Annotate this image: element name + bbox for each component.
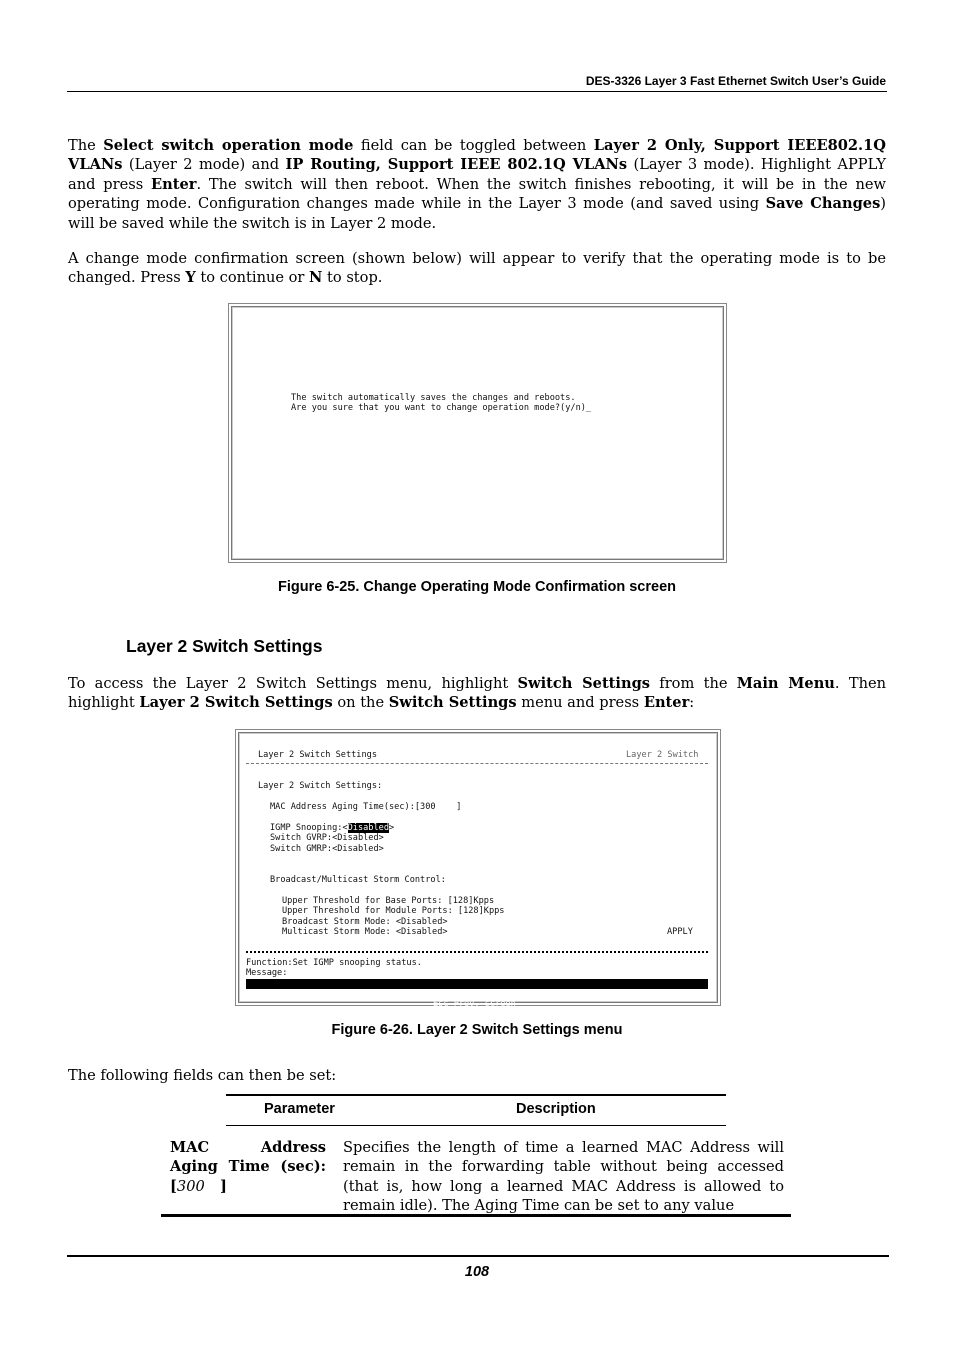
igmp-snooping-value[interactable]: Disabled [347,823,390,833]
paragraph-operation-mode: The Select switch operation mode field can be toggled between Layer 2 Only, Support IEEE802.1Q VLANs (Layer 2 mode) and IP Routing, Support IEEE 802.1Q VLANs (Layer 3 mode). Highlight APPLY and press Enter. The switch will then reboot. When the switch finishes rebooting, it will be in the new operating mode. Configuration changes made while in the Layer 3 mode (and saved using Save Changes) will be saved while the switch is in Layer 2 mode. [68,137,887,232]
paragraph-fields-intro: The following fields can then be set: [68,1067,337,1084]
key-bar [246,979,708,1019]
apply-button[interactable]: APPLY [667,927,693,937]
header-rule [67,91,887,92]
table-bottom-rule [161,1214,791,1217]
igmp-snooping-field[interactable]: IGMP Snooping:<Disabled> [270,823,395,833]
message-line: Message: [246,968,288,978]
figure-caption-6-26: Figure 6-26. Layer 2 Switch Settings menu [331,1022,623,1038]
page-number: 108 [464,1264,490,1280]
confirm-line-2: Are you sure that you want to change operation mode?(y/n)_ [291,403,592,413]
broadcast-storm-mode[interactable]: Broadcast Storm Mode: <Disabled> [282,917,448,927]
figure-caption-6-25: Figure 6-25. Change Operating Mode Confirmation screen [277,579,676,595]
column-header-parameter: Parameter [264,1101,335,1117]
key-refresh[interactable]: CTRL+R - Refresh [624,1009,707,1019]
mac-aging-field[interactable]: MAC Address Aging Time(sec):[300 ] [270,802,462,812]
function-line: Function:Set IGMP snooping status. [246,958,422,968]
table-row-param: MAC Address Aging Time (sec): [300 ] [170,1139,326,1195]
settings-heading: Layer 2 Switch Settings: [258,781,383,791]
table-row-description: Specifies the length of time a learned MAC Address will remain in the forwarding table without being accessed (that is, how long a learned MAC Address is allowed to remain idle). The Aging Time can be set to any value [343,1139,784,1215]
running-header: DES-3326 Layer 3 Fast Ethernet Switch User’s Guide [585,74,886,88]
storm-control-heading: Broadcast/Multicast Storm Control: [270,875,446,885]
multicast-storm-mode[interactable]: Multicast Storm Mode: <Disabled> [282,927,448,937]
upper-threshold-base[interactable]: Upper Threshold for Base Ports: [128]Kpps [282,896,495,906]
key-prev-screen[interactable]: Esc-Prev. screen [433,999,516,1009]
footer-rule [67,1255,889,1257]
table-header [226,1094,726,1126]
column-header-description: Description [516,1101,596,1117]
key-root-screen[interactable]: CTRL+T - Root screen [247,989,351,999]
gvrp-field[interactable]: Switch GVRP:<Disabled> [270,833,384,843]
confirmation-screen [228,303,727,563]
upper-threshold-module[interactable]: Upper Threshold for Module Ports: [128]Kpps [282,906,505,916]
gmrp-field[interactable]: Switch GMRP:<Disabled> [270,844,384,854]
layer2-settings-screen [235,729,721,1019]
confirm-line-1: The switch automatically saves the changes and reboots. [291,393,576,403]
section-heading: Layer 2 Switch Settings [126,636,323,656]
title-divider [246,763,708,764]
paragraph-access-menu: To access the Layer 2 Switch Settings menu, highlight Switch Settings from the Main Menu. Then highlight Layer 2 Switch Settings on the Switch Settings menu and press Enter: [68,675,887,712]
screen-title: Layer 2 Switch Settings [258,750,377,760]
screen-mode: Layer 2 Switch [626,750,699,760]
star-divider [246,951,708,953]
paragraph-confirmation: A change mode confirmation screen (shown below) will appear to verify that the operating mode is to be changed. Press Y to continue or N to stop. [68,250,886,287]
